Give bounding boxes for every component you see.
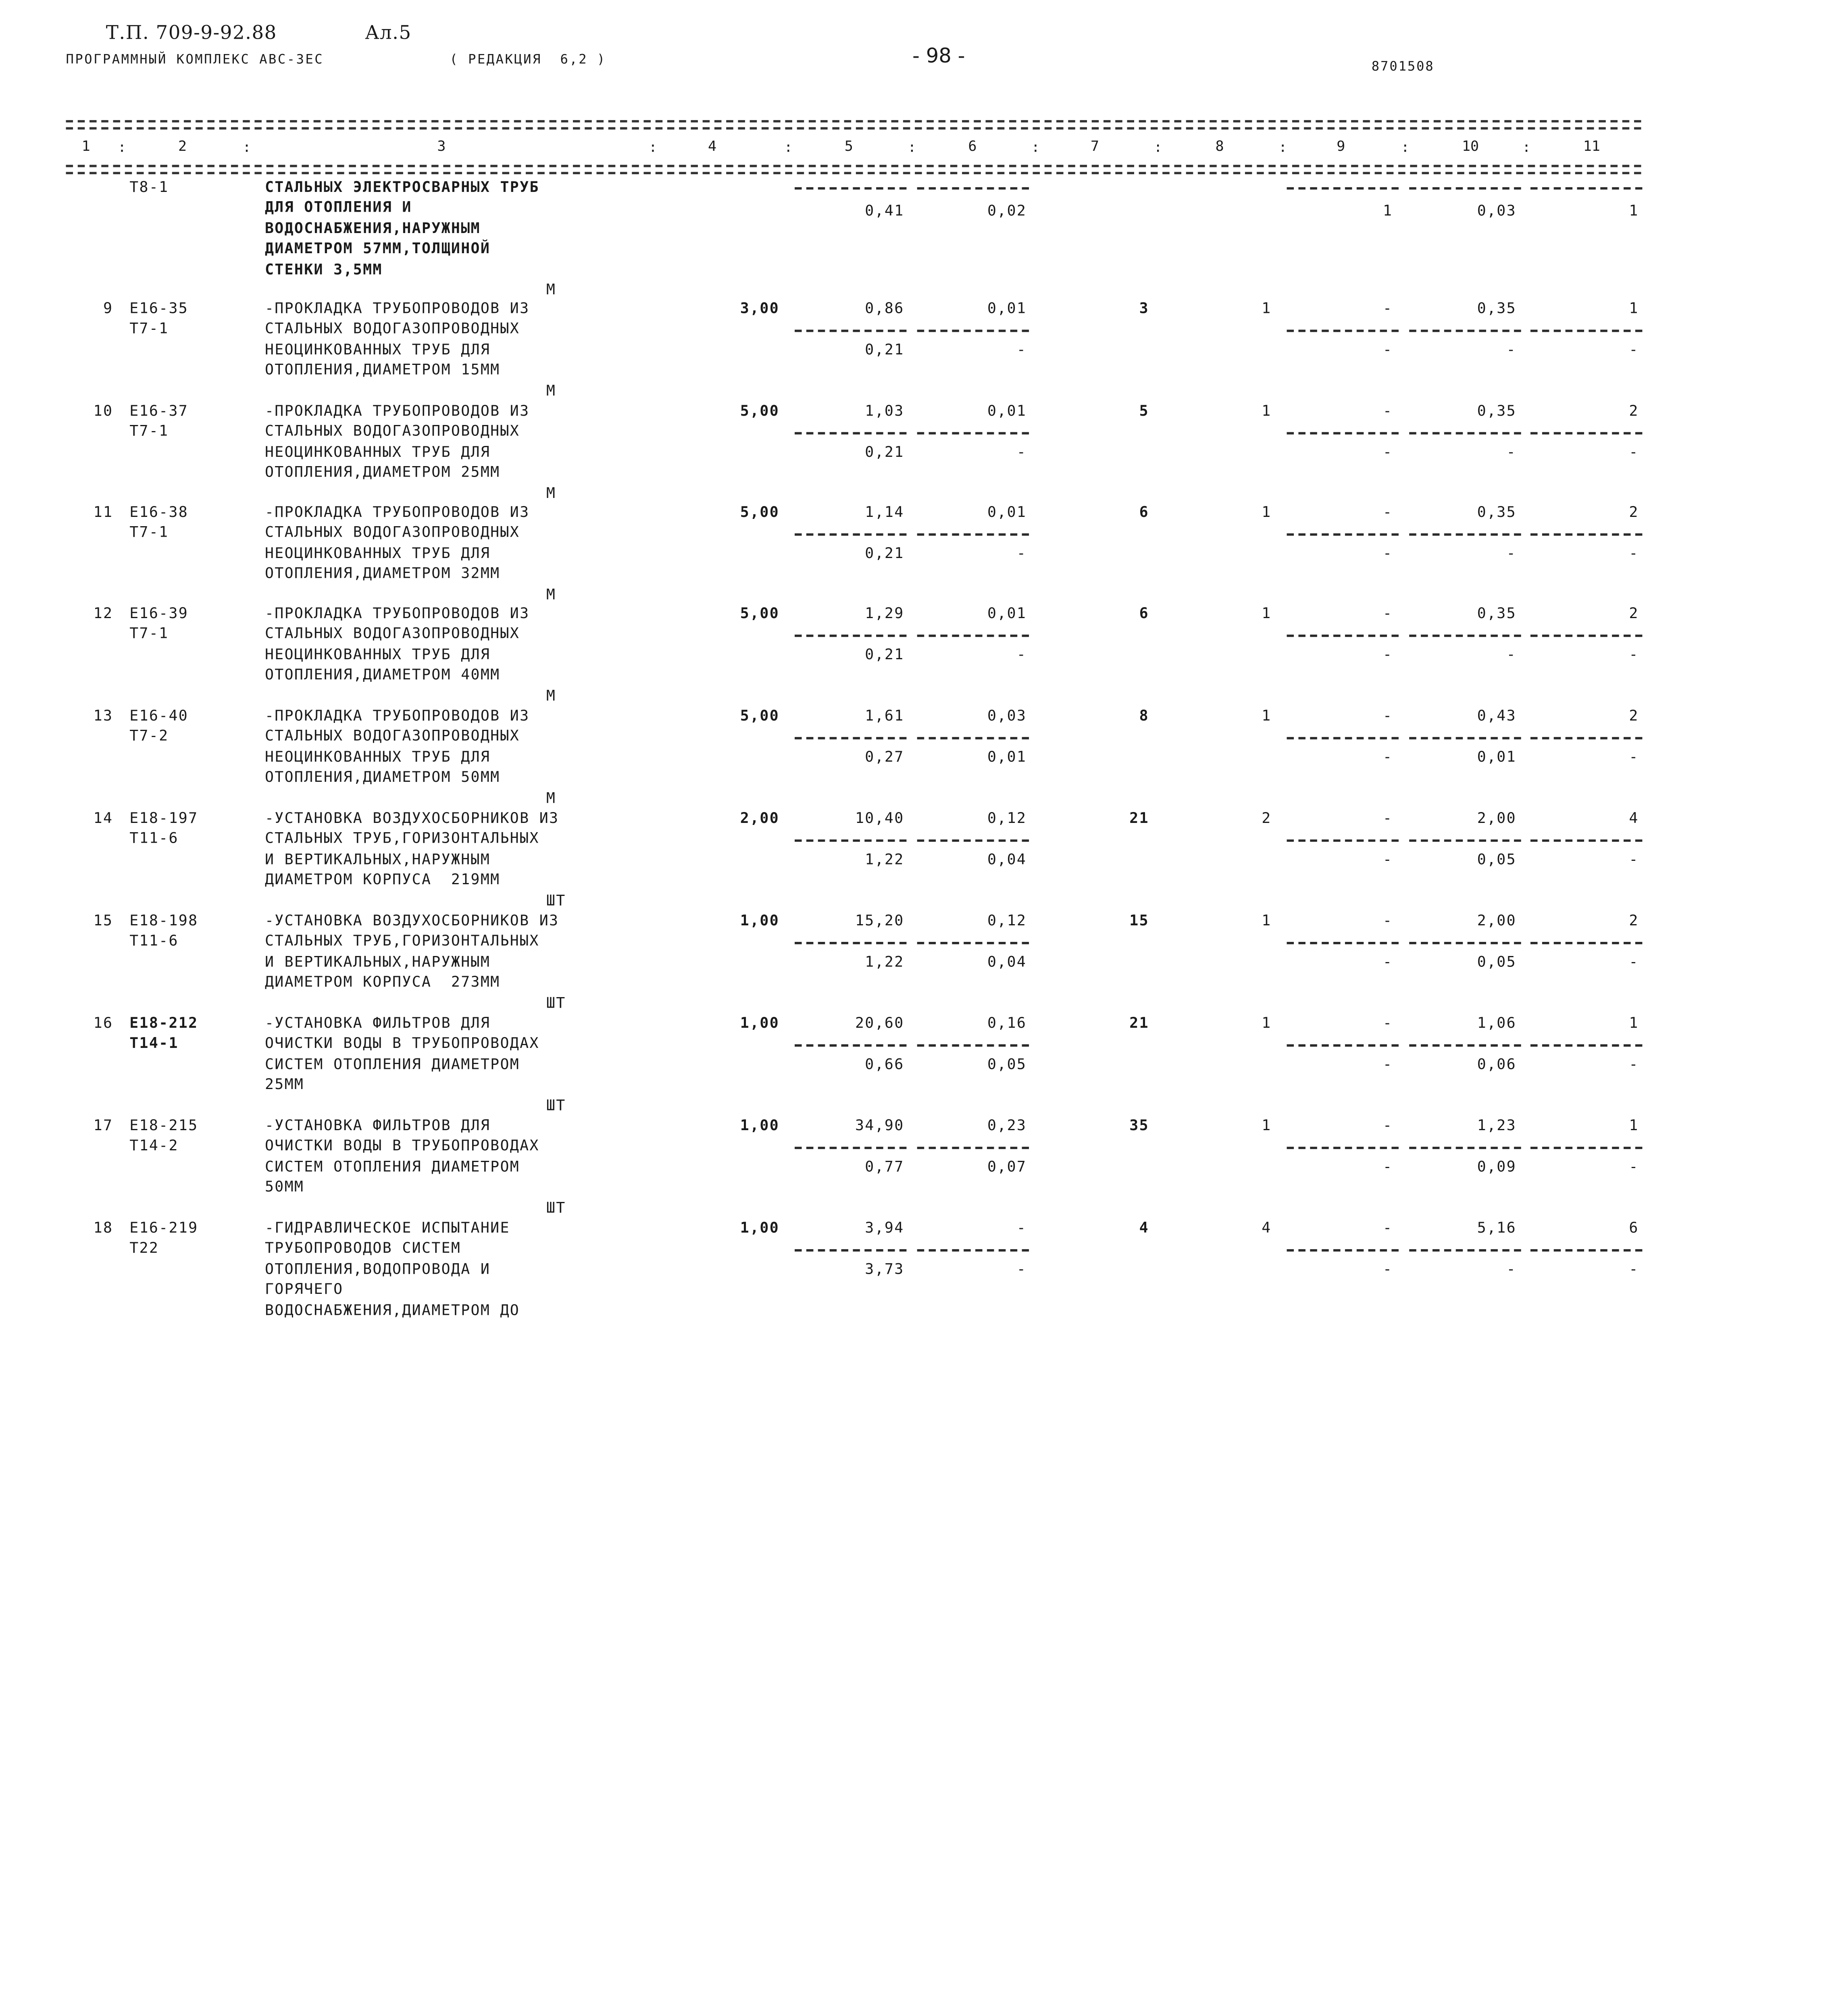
machine-cost-value: 0,01 [987,604,1027,622]
machine-cost-value: 0,16 [987,1014,1027,1031]
fraction-line [917,942,1029,944]
labor-extra-value: - [1383,544,1393,562]
fraction-line [1287,330,1399,332]
work-description: -УСТАНОВКА ФИЛЬТРОВ ДЛЯ ОЧИСТКИ ВОДЫ В ТРУБОПРОВОДАХ СИСТЕМ ОТОПЛЕНИЯ ДИАМЕТРОМ 25ММ [265,1014,539,1093]
table-row [0,603,1648,709]
fraction-line [1287,1044,1399,1047]
column-number-4: 4 [708,137,717,154]
column-separator: : [908,139,916,156]
machine-wage-value: - [1016,1260,1027,1278]
labor-cost-value: 0,35 [1477,299,1516,317]
column-separator: : [118,139,127,156]
rate-code: Е16-219 Т22 [129,1218,198,1257]
unit-cost-value: 10,40 [855,809,904,827]
table-top-rule-2 [66,127,1641,129]
labor-value: - [1383,1014,1393,1031]
column-number-9: 9 [1337,137,1345,154]
fraction-line [795,1249,906,1252]
total-cost-value: 6 [1139,604,1149,622]
total-cost-value: 6 [1139,502,1149,521]
fraction-line [1530,187,1642,190]
total-wage-value: 1 [1262,911,1272,929]
fraction-line [795,737,906,739]
rate-code: Е18-198 Т11-6 [129,911,198,950]
unit-wage-value: 1,22 [865,850,904,868]
work-description: -ПРОКЛАДКА ТРУБОПРОВОДОВ ИЗ СТАЛЬНЫХ ВОДОГАЗОПРОВОДНЫХ НЕОЦИНКОВАННЫХ ТРУБ ДЛЯ ОТОПЛЕНИЯ,ДИАМЕТРОМ 50ММ [265,706,530,786]
labor-cost-value: 0,35 [1477,502,1516,521]
labor-cost-extra-value: - [1506,645,1516,663]
labor-extra-value: - [1383,645,1393,663]
fraction-line [917,839,1029,842]
column-separator: : [784,139,793,156]
total-cost-value: 15 [1129,911,1149,929]
fraction-line [1409,1249,1521,1252]
machine-cost-value: - [1016,1218,1027,1236]
labor-total-value: 1 [1629,1116,1639,1134]
unit-of-measure: М [546,788,556,806]
row-number: 11 [93,502,113,521]
fraction-line [1287,635,1399,637]
quantity-value: 1,00 [740,1014,780,1031]
work-description: СТАЛЬНЫХ ЭЛЕКТРОСВАРНЫХ ТРУБ ДЛЯ ОТОПЛЕНИЯ И ВОДОСНАБЖЕНИЯ,НАРУЖНЫМ ДИАМЕТРОМ 57ММ,ТОЛЩИНОЙ СТЕНКИ 3,5ММ [265,177,539,278]
labor-extra-value: - [1383,442,1393,460]
row-number: 12 [93,604,113,622]
labor-total-extra-value: - [1629,850,1639,868]
rate-code: Е16-39 Т7-1 [129,604,189,642]
fraction-line [1409,635,1521,637]
labor-cost-extra-value: 0,05 [1477,850,1516,868]
machine-wage-value: - [1016,645,1027,663]
labor-cost-value: 2,00 [1477,911,1516,929]
unit-of-measure: М [546,686,556,704]
machine-cost-value: 0,01 [987,401,1027,419]
rate-code: Е18-215 Т14-2 [129,1116,198,1154]
machine-wage-value: 0,07 [987,1157,1027,1175]
column-separator: : [1522,139,1531,156]
labor-total-value: 2 [1629,706,1639,724]
fraction-line [917,1147,1029,1149]
table-row [0,1217,1648,1323]
column-number-2: 2 [178,137,187,154]
fraction-line [1530,635,1642,637]
total-wage-value: 1 [1262,502,1272,521]
labor-value: - [1383,299,1393,317]
unit-of-measure: М [546,585,556,602]
fraction-line [1530,533,1642,536]
quantity-value: 1,00 [740,1116,780,1134]
fraction-line [917,187,1029,190]
labor-cost-extra-value: - [1506,544,1516,562]
labor-total-value: 6 [1629,1218,1639,1236]
unit-of-measure: ШТ [546,1095,566,1114]
machine-wage-value: - [1016,544,1027,562]
column-number-6: 6 [968,137,977,154]
unit-of-measure: М [546,280,556,298]
machine-wage-value: 0,05 [987,1055,1027,1073]
labor-value: - [1383,1218,1393,1236]
machine-cost-value: 0,12 [987,911,1027,929]
unit-wage-value: 0,27 [865,748,904,765]
column-number-3: 3 [437,137,446,154]
column-number-1: 1 [81,137,90,154]
machine-wage-value: 0,01 [987,748,1027,765]
unit-wage-value: 0,66 [865,1055,904,1073]
machine-cost-value: 0,12 [987,809,1027,827]
labor-total-extra-value: - [1629,748,1639,765]
machine-cost-value: 0,01 [987,502,1027,521]
document-title: Т.П. 709-9-92.88 [106,21,277,44]
labor-value: - [1383,1116,1393,1134]
machine-wage-value: 0,04 [987,952,1027,971]
unit-cost-value: 3,94 [865,1218,904,1236]
quantity-value: 5,00 [740,401,780,419]
row-number: 14 [93,809,113,827]
fraction-line [1287,432,1399,435]
row-number: 15 [93,911,113,929]
unit-of-measure: ШТ [546,891,566,909]
labor-extra-value: 1 [1383,201,1393,219]
fraction-line [1530,330,1642,332]
fraction-line [1287,187,1399,190]
labor-extra-value: - [1383,1157,1393,1175]
fraction-line [795,1147,906,1149]
labor-total-value: 2 [1629,911,1639,929]
fraction-line [1287,737,1399,739]
album-number: Ал.5 [365,21,412,44]
work-description: -УСТАНОВКА ВОЗДУХОСБОРНИКОВ ИЗ СТАЛЬНЫХ ТРУБ,ГОРИЗОНТАЛЬНЫХ И ВЕРТИКАЛЬНЫХ,НАРУЖНЫМ ДИАМЕТРОМ КОРПУСА 219ММ [265,809,559,888]
fraction-line [1287,533,1399,536]
table-top-rule [66,120,1641,123]
table-row [0,910,1648,1016]
column-separator: : [1278,139,1287,156]
labor-cost-value: 2,00 [1477,809,1516,827]
machine-wage-value: - [1016,340,1027,358]
unit-cost-value: 1,03 [865,401,904,419]
header-bottom-rule-2 [66,172,1641,174]
machine-wage-value: 0,02 [987,201,1027,219]
total-cost-value: 35 [1129,1116,1149,1134]
fraction-line [1287,839,1399,842]
unit-of-measure: М [546,483,556,501]
labor-cost-value: 5,16 [1477,1218,1516,1236]
machine-wage-value: - [1016,442,1027,460]
fraction-line [1530,1147,1642,1149]
unit-wage-value: 0,21 [865,544,904,562]
column-separator: : [1401,139,1410,156]
fraction-line [1409,1147,1521,1149]
work-description: -ГИДРАВЛИЧЕСКОЕ ИСПЫТАНИЕ ТРУБОПРОВОДОВ СИСТЕМ ОТОПЛЕНИЯ,ВОДОПРОВОДА И ГОРЯЧЕГО ВОДОСНАБЖЕНИЯ,ДИАМЕТРОМ ДО [265,1218,520,1318]
work-description: -УСТАНОВКА ФИЛЬТРОВ ДЛЯ ОЧИСТКИ ВОДЫ В ТРУБОПРОВОДАХ СИСТЕМ ОТОПЛЕНИЯ ДИАМЕТРОМ 50ММ [265,1116,539,1195]
table-row [0,808,1648,914]
row-number: 10 [93,401,113,419]
fraction-line [917,533,1029,536]
document-number: 8701508 [1371,59,1435,74]
unit-wage-value: 0,41 [865,201,904,219]
fraction-line [1287,1147,1399,1149]
unit-of-measure: М [546,381,556,399]
row-number: 16 [93,1014,113,1031]
header-bottom-rule [66,165,1641,167]
column-separator: : [1153,139,1162,156]
row-number: 18 [93,1218,113,1236]
work-description: -УСТАНОВКА ВОЗДУХОСБОРНИКОВ ИЗ СТАЛЬНЫХ ТРУБ,ГОРИЗОНТАЛЬНЫХ И ВЕРТИКАЛЬНЫХ,НАРУЖНЫМ ДИАМЕТРОМ КОРПУСА 273ММ [265,911,559,991]
fraction-line [1409,942,1521,944]
work-description: -ПРОКЛАДКА ТРУБОПРОВОДОВ ИЗ СТАЛЬНЫХ ВОДОГАЗОПРОВОДНЫХ НЕОЦИНКОВАННЫХ ТРУБ ДЛЯ ОТОПЛЕНИЯ,ДИАМЕТРОМ 15ММ [265,299,530,378]
labor-cost-value: 0,35 [1477,604,1516,622]
fraction-line [795,533,906,536]
table-row [0,400,1648,506]
table-row [0,705,1648,811]
labor-value: - [1383,706,1393,724]
labor-cost-value: 1,06 [1477,1014,1516,1031]
fraction-line [795,432,906,435]
labor-cost-extra-value: 0,05 [1477,952,1516,971]
labor-extra-value: - [1383,1260,1393,1278]
labor-total-value: 2 [1629,604,1639,622]
fraction-line [795,330,906,332]
labor-cost-extra-value: 0,01 [1477,748,1516,765]
rate-code: Е16-35 Т7-1 [129,299,189,337]
total-cost-value: 21 [1129,1014,1149,1031]
total-wage-value: 4 [1262,1218,1272,1236]
fraction-line [1530,737,1642,739]
unit-wage-value: 0,21 [865,645,904,663]
labor-extra-value: - [1383,748,1393,765]
total-cost-value: 5 [1139,401,1149,419]
unit-wage-value: 0,21 [865,442,904,460]
unit-of-measure: ШТ [546,1198,566,1216]
labor-cost-extra-value: - [1506,340,1516,358]
total-cost-value: 21 [1129,809,1149,827]
labor-total-extra-value: - [1629,645,1639,663]
fraction-line [1409,432,1521,435]
fraction-line [1409,533,1521,536]
row-number: 13 [93,706,113,724]
labor-extra-value: - [1383,850,1393,868]
labor-cost-extra-value: - [1506,442,1516,460]
fraction-line [1530,1249,1642,1252]
unit-wage-value: 1,22 [865,952,904,971]
fraction-line [1409,737,1521,739]
fraction-line [1409,1044,1521,1047]
labor-total-value: 2 [1629,502,1639,521]
fraction-line [917,432,1029,435]
total-cost-value: 8 [1139,706,1149,724]
labor-cost-value: 1,23 [1477,1116,1516,1134]
quantity-value: 3,00 [740,299,780,317]
rate-code: Е16-38 Т7-1 [129,502,189,541]
labor-total-extra-value: - [1629,1157,1639,1175]
unit-wage-value: 0,77 [865,1157,904,1175]
unit-cost-value: 34,90 [855,1116,904,1134]
unit-cost-value: 1,29 [865,604,904,622]
unit-cost-value: 15,20 [855,911,904,929]
program-name: ПРОГРАММНЫЙ КОМПЛЕКС АВС-3ЕС [66,52,324,67]
machine-cost-value: 0,01 [987,299,1027,317]
unit-cost-value: 1,61 [865,706,904,724]
machine-cost-value: 0,23 [987,1116,1027,1134]
column-number-10: 10 [1462,137,1479,154]
total-wage-value: 1 [1262,706,1272,724]
total-wage-value: 1 [1262,604,1272,622]
column-separator: : [648,139,658,156]
labor-extra-value: - [1383,340,1393,358]
total-wage-value: 2 [1262,809,1272,827]
fraction-line [1409,839,1521,842]
fraction-line [917,1044,1029,1047]
quantity-value: 1,00 [740,1218,780,1236]
labor-total-value: 1 [1629,299,1639,317]
column-number-8: 8 [1215,137,1224,154]
labor-extra-value: - [1383,952,1393,971]
fraction-line [1409,187,1521,190]
fraction-line [917,330,1029,332]
rate-code: Е18-212 Т14-1 [129,1014,198,1052]
fraction-line [1409,330,1521,332]
total-wage-value: 1 [1262,1116,1272,1134]
unit-of-measure: ШТ [546,993,566,1011]
page-number: - 98 - [912,44,965,69]
column-separator: : [242,139,251,156]
fraction-line [917,1249,1029,1252]
unit-cost-value: 20,60 [855,1014,904,1031]
labor-cost-extra-value: 0,09 [1477,1157,1516,1175]
labor-cost-extra-value: 0,03 [1477,201,1516,219]
fraction-line [795,1044,906,1047]
work-description: -ПРОКЛАДКА ТРУБОПРОВОДОВ ИЗ СТАЛЬНЫХ ВОДОГАЗОПРОВОДНЫХ НЕОЦИНКОВАННЫХ ТРУБ ДЛЯ ОТОПЛЕНИЯ,ДИАМЕТРОМ 32ММ [265,502,530,582]
quantity-value: 5,00 [740,706,780,724]
rate-code: Т8-1 [129,177,169,196]
row-number: 9 [103,299,113,317]
table-row [0,502,1648,608]
labor-cost-extra-value: - [1506,1260,1516,1278]
labor-total-extra-value: - [1629,544,1639,562]
labor-total-extra-value: - [1629,1260,1639,1278]
machine-wage-value: 0,04 [987,850,1027,868]
table-row [0,1012,1648,1118]
fraction-line [1530,839,1642,842]
labor-value: - [1383,911,1393,929]
total-cost-value: 3 [1139,299,1149,317]
total-cost-value: 4 [1139,1218,1149,1236]
labor-total-value: 2 [1629,401,1639,419]
labor-total-value: 1 [1629,1014,1639,1031]
labor-cost-extra-value: 0,06 [1477,1055,1516,1073]
fraction-line [917,737,1029,739]
labor-cost-value: 0,43 [1477,706,1516,724]
labor-value: - [1383,401,1393,419]
labor-total-value: 4 [1629,809,1639,827]
column-separator: : [1031,139,1040,156]
fraction-line [1530,432,1642,435]
column-number-5: 5 [844,137,853,154]
labor-value: - [1383,809,1393,827]
total-wage-value: 1 [1262,299,1272,317]
unit-wage-value: 0,21 [865,340,904,358]
column-number-11: 11 [1583,137,1600,154]
quantity-value: 1,00 [740,911,780,929]
fraction-line [1287,942,1399,944]
labor-cost-value: 0,35 [1477,401,1516,419]
work-description: -ПРОКЛАДКА ТРУБОПРОВОДОВ ИЗ СТАЛЬНЫХ ВОДОГАЗОПРОВОДНЫХ НЕОЦИНКОВАННЫХ ТРУБ ДЛЯ ОТОПЛЕНИЯ,ДИАМЕТРОМ 40ММ [265,604,530,683]
rate-code: Е16-37 Т7-1 [129,401,189,440]
labor-total-extra-value: - [1629,952,1639,971]
fraction-line [795,187,906,190]
fraction-line [795,942,906,944]
table-row [0,298,1648,404]
unit-wage-value: 3,73 [865,1260,904,1278]
edition-label: ( РЕДАКЦИЯ 6,2 ) [450,52,606,67]
labor-value: - [1383,604,1393,622]
work-description: -ПРОКЛАДКА ТРУБОПРОВОДОВ ИЗ СТАЛЬНЫХ ВОДОГАЗОПРОВОДНЫХ НЕОЦИНКОВАННЫХ ТРУБ ДЛЯ ОТОПЛЕНИЯ,ДИАМЕТРОМ 25ММ [265,401,530,481]
labor-total-extra-value: - [1629,442,1639,460]
quantity-value: 5,00 [740,604,780,622]
labor-total-extra-value: - [1629,340,1639,358]
labor-value: - [1383,502,1393,521]
table-row [0,1115,1648,1221]
fraction-line [1530,1044,1642,1047]
fraction-line [1530,942,1642,944]
rate-code: Е16-40 Т7-2 [129,706,189,745]
unit-cost-value: 0,86 [865,299,904,317]
labor-extra-value: - [1383,1055,1393,1073]
labor-total-extra-value: 1 [1629,201,1639,219]
total-wage-value: 1 [1262,401,1272,419]
labor-total-extra-value: - [1629,1055,1639,1073]
fraction-line [795,635,906,637]
column-number-7: 7 [1091,137,1099,154]
quantity-value: 5,00 [740,502,780,521]
row-number: 17 [93,1116,113,1134]
fraction-line [917,635,1029,637]
table-row [0,177,1648,298]
unit-cost-value: 1,14 [865,502,904,521]
rate-code: Е18-197 Т11-6 [129,809,198,847]
fraction-line [795,839,906,842]
total-wage-value: 1 [1262,1014,1272,1031]
machine-cost-value: 0,03 [987,706,1027,724]
fraction-line [1287,1249,1399,1252]
quantity-value: 2,00 [740,809,780,827]
